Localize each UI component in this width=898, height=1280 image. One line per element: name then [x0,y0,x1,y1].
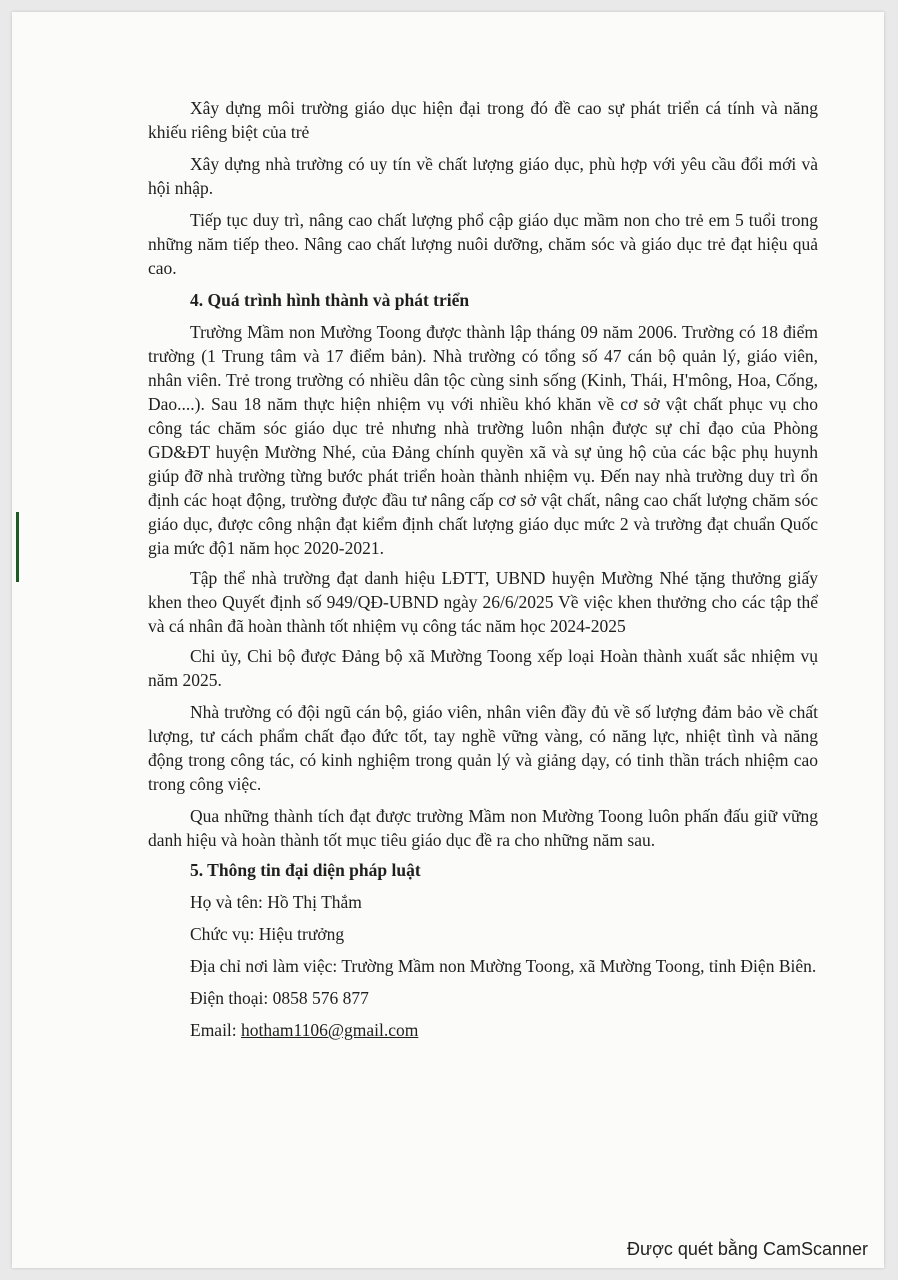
section-4-paragraph-1: Trường Mầm non Mường Toong được thành lập tháng 09 năm 2006. Trường có 18 điểm trường (1 Trung tâm và 17 điểm bản). Nhà trường có tổng số 47 cán bộ quản lý, giáo viên, nhân viên. Trẻ trong trường có nhiều dân tộc cùng sinh sống (Kinh, Thái, H'mông, Hoa, Cống, Dao....). Sau 18 năm thực hiện nhiệm vụ với nhiều khó khăn về cơ sở vật chất phục vụ cho công tác chăm sóc giáo dục trẻ nhưng nhà trường luôn nhận được sự chỉ đạo của Phòng GD&ĐT huyện Mường Nhé, của Đảng chính quyền xã và sự ủng hộ của các bậc phụ huynh giúp đỡ nhà trường từng bước phát triển hoàn thành nhiệm vụ. Đến nay nhà trường duy trì ổn định các hoạt động, trường được đầu tư nâng cấp cơ sở vật chất, nâng cao chất lượng chăm sóc giáo dục, được công nhận đạt kiểm định chất lượng giáo dục mức 2 và trường đạt chuẩn Quốc gia mức độ1 năm học 2020-2021. [148,322,818,558]
workplace-address: Địa chỉ nơi làm việc: Trường Mầm non Mường Toong, xã Mường Toong, tỉnh Điện Biên. [190,956,817,976]
phone-number: Điện thoại: 0858 576 877 [190,988,369,1008]
section-5-heading: 5. Thông tin đại diện pháp luật [190,860,421,880]
section-4-paragraph-4: Nhà trường có đội ngũ cán bộ, giáo viên, nhân viên đầy đủ về số lượng đảm bảo về chất lượng, tư cách phẩm chất đạo đức tốt, tay nghề vững vàng, có năng lực, nhiệt tình và năng động trong công tác, có kinh nghiệm trong quản lý và giảng dạy, có tinh thần trách nhiệm cao trong công việc. [148,702,818,794]
scanned-page [12,12,884,1268]
camscanner-watermark: Được quét bằng CamScanner [627,1239,868,1259]
representative-name: Họ và tên: Hồ Thị Thắm [190,892,362,912]
document-body [148,96,818,1050]
intro-paragraph-3: Tiếp tục duy trì, nâng cao chất lượng phổ cập giáo dục mầm non cho trẻ em 5 tuổi trong những năm tiếp theo. Nâng cao chất lượng nuôi dưỡng, chăm sóc và giáo dục trẻ đạt hiệu quả cao. [148,210,818,278]
section-4-paragraph-3: Chi ủy, Chi bộ được Đảng bộ xã Mường Toong xếp loại Hoàn thành xuất sắc nhiệm vụ năm 2025. [148,646,818,690]
email-line [148,1018,818,1042]
intro-paragraph-1: Xây dựng môi trường giáo dục hiện đại trong đó đề cao sự phát triển cá tính và năng khiếu riêng biệt của trẻ [148,98,818,142]
intro-paragraph-2: Xây dựng nhà trường có uy tín về chất lượng giáo dục, phù hợp với yêu cầu đổi mới và hội nhập. [148,154,818,198]
section-4-paragraph-5: Qua những thành tích đạt được trường Mầm non Mường Toong luôn phấn đấu giữ vững danh hiệu và hoàn thành tốt mục tiêu giáo dục đề ra cho những năm sau. [148,806,818,850]
section-4-heading: 4. Quá trình hình thành và phát triển [190,290,470,310]
email-link[interactable]: hotham1106@gmail.com [241,1020,419,1040]
email-label: Email: [190,1020,242,1040]
section-4-paragraph-2: Tập thể nhà trường đạt danh hiệu LĐTT, UBND huyện Mường Nhé tặng thưởng giấy khen theo Quyết định số 949/QĐ-UBND ngày 26/6/2025 Về việc khen thưởng cho các tập thể và cá nhân đã hoàn thành tốt nhiệm vụ công tác năm học 2024-2025 [148,568,818,636]
representative-position: Chức vụ: Hiệu trưởng [190,924,345,944]
scan-edge-mark [16,512,19,582]
